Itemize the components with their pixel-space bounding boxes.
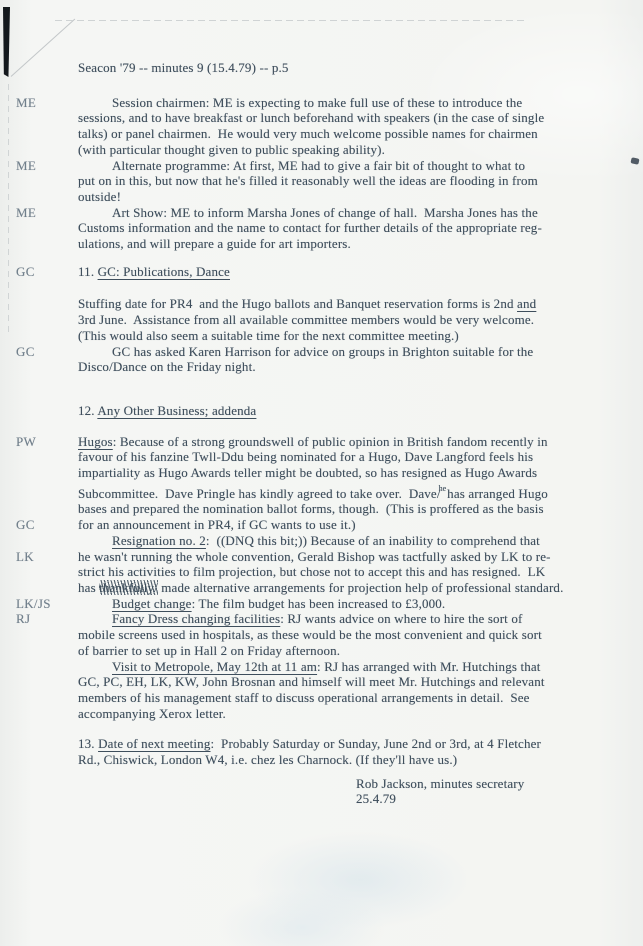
text-segment: Any Other Business; addenda	[97, 402, 257, 418]
text-segment: : The film budget has been increased to £3,000.	[191, 595, 446, 611]
text-line	[78, 359, 638, 375]
text-segment: GC has asked Karen Harrison for advice on groups in Brighton suitable for the	[112, 343, 534, 359]
text-segment: Session chairmen: ME is expecting to make full use of these to introduce the	[112, 94, 523, 110]
section-heading	[78, 403, 638, 419]
text-segment: of barrier to set up in Hall 2 on Friday afternoon.	[78, 642, 341, 658]
text-segment: for an announcement in PR4, if GC wants to use it.)	[78, 517, 356, 533]
text-line	[78, 736, 638, 752]
text-segment: : ((DNQ this bit;)) Because of an inability to comprehend that	[205, 532, 540, 548]
text-line	[78, 674, 638, 690]
text-line	[16, 548, 638, 565]
margin-annotation: ME	[16, 204, 37, 220]
text-segment: outside!	[78, 188, 122, 204]
text-line	[16, 157, 638, 174]
page-header: Seacon '79 -- minutes 9 (15.4.79) -- p.5	[78, 60, 289, 75]
text-line	[78, 328, 638, 344]
text-line	[16, 263, 638, 280]
text-segment: Hugos	[78, 433, 113, 449]
text-segment: strict his activities to film projection, but chose not to accept this and has resigned. LK	[78, 564, 546, 580]
paragraph	[16, 204, 638, 252]
text-segment: has arranged Hugo	[447, 485, 548, 501]
text-line	[78, 690, 638, 706]
text-line	[78, 403, 638, 419]
margin-annotation: ME	[16, 157, 37, 173]
text-line	[78, 627, 638, 643]
text-segment: Subcommittee. Dave Pringle has kindly agreed to take over. Dave/	[78, 485, 441, 501]
text-segment: Alternate programme: At first, ME had to give a fair bit of thought to what to	[112, 157, 526, 173]
scan-left-edge-line	[8, 84, 9, 334]
text-segment: : RJ has arranged with Mr. Hutchings that	[317, 658, 541, 674]
text-line	[78, 220, 638, 236]
document-body	[16, 94, 638, 768]
margin-annotation: GC	[16, 343, 35, 359]
margin-annotation: LK/JS	[16, 595, 51, 611]
text-segment: sessions, and to have breakfast or lunch beforehand with speakers (in the case of single	[78, 110, 545, 126]
text-segment: Stuffing date for PR4 and the Hugo ballots and Banquet reservation forms is 2nd	[78, 296, 518, 312]
margin-annotation: RJ	[16, 611, 31, 627]
signature-date: 25.4.79	[356, 791, 397, 807]
paragraph	[16, 433, 638, 533]
text-segment: favour of his fanzine Twll-Ddu being nominated for a Hugo, Dave Langford feels his	[78, 449, 534, 465]
text-line	[78, 501, 638, 517]
text-segment: mobile screens used in hospitals, as these would be the most convenient and quick sort	[78, 627, 542, 643]
text-line	[16, 433, 638, 450]
text-line	[16, 343, 638, 360]
signature-name: Rob Jackson, minutes secretary	[356, 775, 525, 791]
text-segment: Customs information and the name to contact for further details of the appropriate reg-	[78, 220, 542, 236]
text-segment: 11.	[78, 263, 98, 279]
paragraph	[16, 595, 638, 612]
text-segment: Art Show: ME to inform Marsha Jones of change of hall. Marsha Jones has the	[112, 204, 538, 220]
margin-annotation: ME	[16, 94, 37, 110]
text-segment: ulations, and will prepare a guide for art importers.	[78, 236, 351, 252]
document-column	[16, 60, 638, 807]
section-heading	[16, 263, 638, 280]
text-segment: made alternative arrangements for projection help of professional standard.	[157, 579, 564, 595]
text-segment: he wasn't running the whole convention, Gerald Bishop was tactfully asked by LK to re-	[78, 548, 551, 564]
text-line	[78, 533, 638, 549]
text-segment: : RJ wants advice on where to hire the sort of	[280, 611, 523, 627]
text-segment: : Probably Saturday or Sunday, June 2nd or 3rd, at 4 Fletcher	[210, 736, 542, 752]
paragraph	[78, 296, 638, 343]
margin-annotation: PW	[16, 433, 37, 449]
text-segment: 13.	[78, 736, 99, 752]
paragraph	[16, 532, 638, 596]
text-line	[78, 189, 638, 205]
text-segment: accompanying Xerox letter.	[78, 705, 226, 721]
text-segment: put on in this, but now that he's filled it reasonably well the ideas are flooding in from	[78, 173, 538, 189]
text-line	[78, 449, 638, 465]
text-segment: impartiality as Hugo Awards teller might be doubted, so has resigned as Hugo Awards	[78, 465, 538, 481]
text-segment: Fancy Dress changing facilities	[112, 611, 281, 627]
text-segment: thankfully/	[99, 579, 158, 595]
text-segment: : Because of a strong groundswell of public opinion in British fandom recently in	[112, 433, 548, 449]
text-segment: Date of next meeting	[98, 736, 211, 752]
text-line	[78, 465, 638, 481]
text-segment: 12.	[78, 402, 98, 418]
text-segment: (with particular thought given to public speaking ability).	[78, 141, 386, 157]
text-line	[78, 659, 638, 675]
text-line	[78, 173, 638, 189]
text-line	[16, 595, 638, 612]
text-line	[78, 126, 638, 142]
scan-corner-crease-line	[11, 19, 76, 77]
paragraph	[16, 343, 638, 375]
text-line	[16, 94, 638, 111]
text-line	[78, 110, 638, 126]
margin-annotation: GC	[16, 517, 35, 533]
paragraph	[16, 157, 638, 205]
text-segment: GC: Publications, Dance	[97, 263, 230, 279]
text-line	[78, 236, 638, 252]
paragraph	[78, 659, 638, 722]
text-line	[78, 752, 638, 768]
text-segment: Budget change	[112, 595, 192, 611]
text-line	[78, 706, 638, 722]
paragraph	[16, 94, 638, 158]
text-segment: 3rd June. Assistance from all available committee members would be very welcome.	[78, 312, 535, 328]
text-segment: talks) or panel chairmen. He would very much welcome possible names for chairmen	[78, 126, 538, 142]
text-segment: and	[517, 296, 537, 312]
text-line	[78, 643, 638, 659]
scan-top-edge-line	[55, 20, 525, 21]
text-segment: (This would also seem a suitable time for the next committee meeting.)	[78, 327, 459, 343]
margin-annotation: LK	[16, 548, 34, 564]
text-segment: he	[438, 483, 447, 493]
text-segment: Disco/Dance on the Friday night.	[78, 359, 256, 375]
scan-corner-fold-artifact	[3, 7, 10, 77]
text-line	[16, 517, 638, 533]
text-segment: bases and prepared the nomination ballot forms, though. (This is proffered as the basis	[78, 501, 544, 517]
margin-annotation: GC	[16, 263, 35, 279]
text-segment: GC, PC, EH, LK, KW, John Brosnan and himself will meet Mr. Hutchings and relevant	[78, 674, 545, 690]
text-line	[78, 142, 638, 158]
text-line	[16, 204, 638, 221]
text-line	[16, 611, 638, 627]
text-segment: has	[78, 579, 100, 595]
paragraph	[16, 611, 638, 658]
text-line	[78, 481, 638, 502]
text-line	[78, 580, 638, 596]
text-line	[78, 296, 638, 312]
text-segment: Rd., Chiswick, London W4, i.e. chez les Charnock. (If they'll have us.)	[78, 752, 458, 768]
text-line	[78, 564, 638, 580]
paragraph	[78, 736, 638, 767]
text-line	[78, 312, 638, 328]
text-segment: Resignation no. 2	[112, 532, 206, 548]
signature-block	[356, 776, 638, 807]
text-segment: members of his management staff to discuss operational arrangements in detail. See	[78, 689, 530, 705]
text-segment: Visit to Metropole, May 12th at 11 am	[112, 658, 318, 674]
